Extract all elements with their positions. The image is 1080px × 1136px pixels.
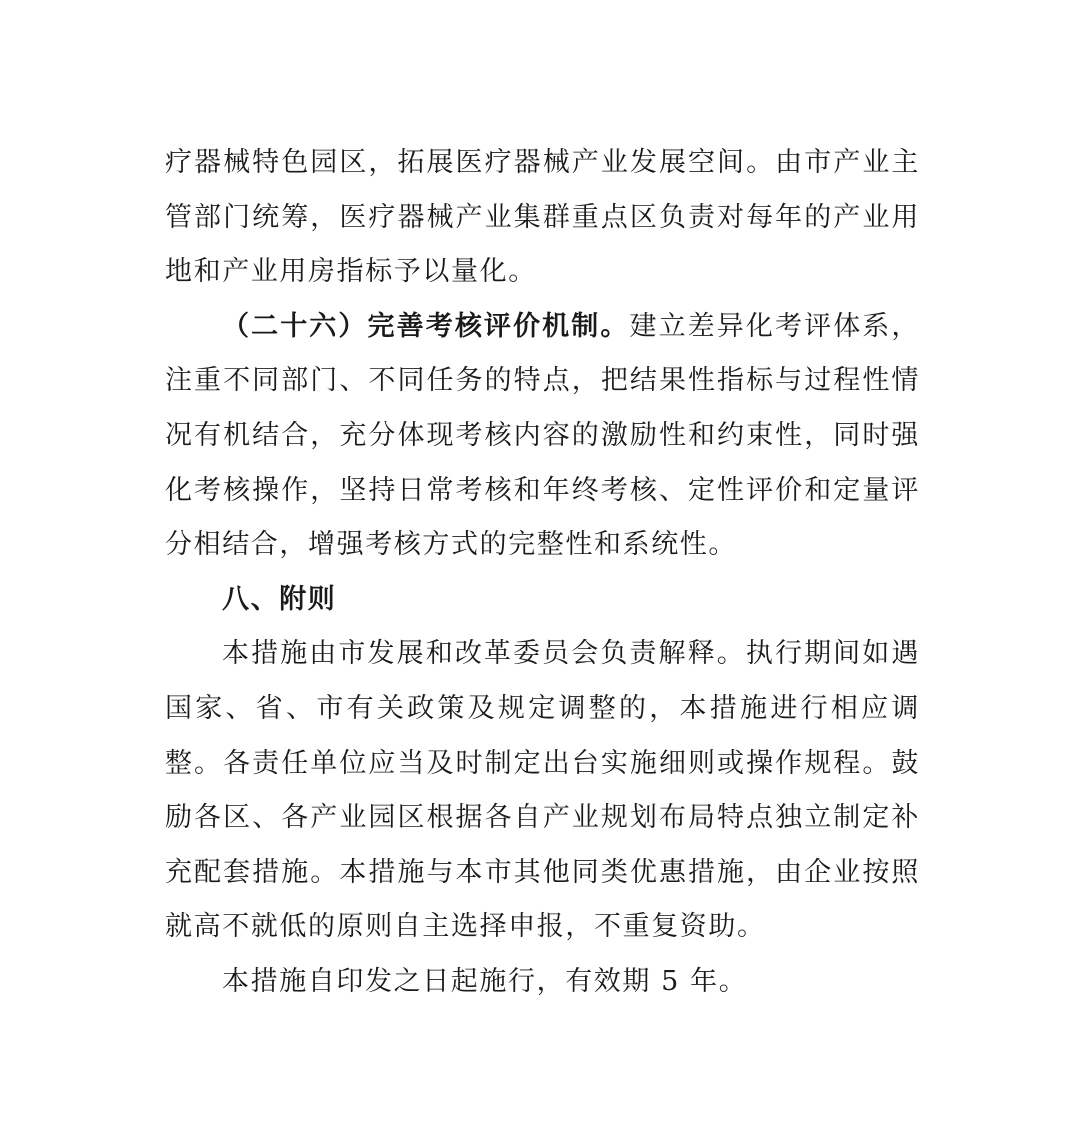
document-body (165, 136, 920, 1010)
paragraph-text: 建立差异化考评体系，注重不同部门、不同任务的特点，把结果性指标与过程性情况有机结合，充分体现考核内容的激励性和约束性，同时强化考核操作，坚持日常考核和年终考核、定性评价和定量评分相结合，增强考核方式的完整性和系统性。 (165, 310, 921, 561)
paragraph-interpretation (165, 627, 920, 955)
paragraph-industrial-land (165, 136, 920, 300)
paragraph-text: 疗器械特色园区，拓展医疗器械产业发展空间。由市产业主管部门统筹，医疗器械产业集群重点区负责对每年的产业用地和产业用房指标予以量化。 (165, 147, 920, 288)
paragraph-bold-lead: （二十六）完善考核评价机制。 (222, 310, 630, 342)
paragraph-text: 本措施自印发之日起施行，有效期 5 年。 (222, 965, 748, 997)
paragraph-effective-date (165, 955, 920, 1010)
paragraph-assessment-mechanism (165, 300, 920, 573)
paragraph-text: 本措施由市发展和改革委员会负责解释。执行期间如遇国家、省、市有关政策及规定调整的，本措施进行相应调整。各责任单位应当及时制定出台实施细则或操作规程。鼓励各区、各产业园区根据各自产业规划布局特点独立制定补充配套措施。本措施与本市其他同类优惠措施，由企业按照就高不就低的原则自主选择申报，不重复资助。 (165, 638, 920, 943)
section-heading-appendix: 八、附则 (222, 583, 337, 615)
